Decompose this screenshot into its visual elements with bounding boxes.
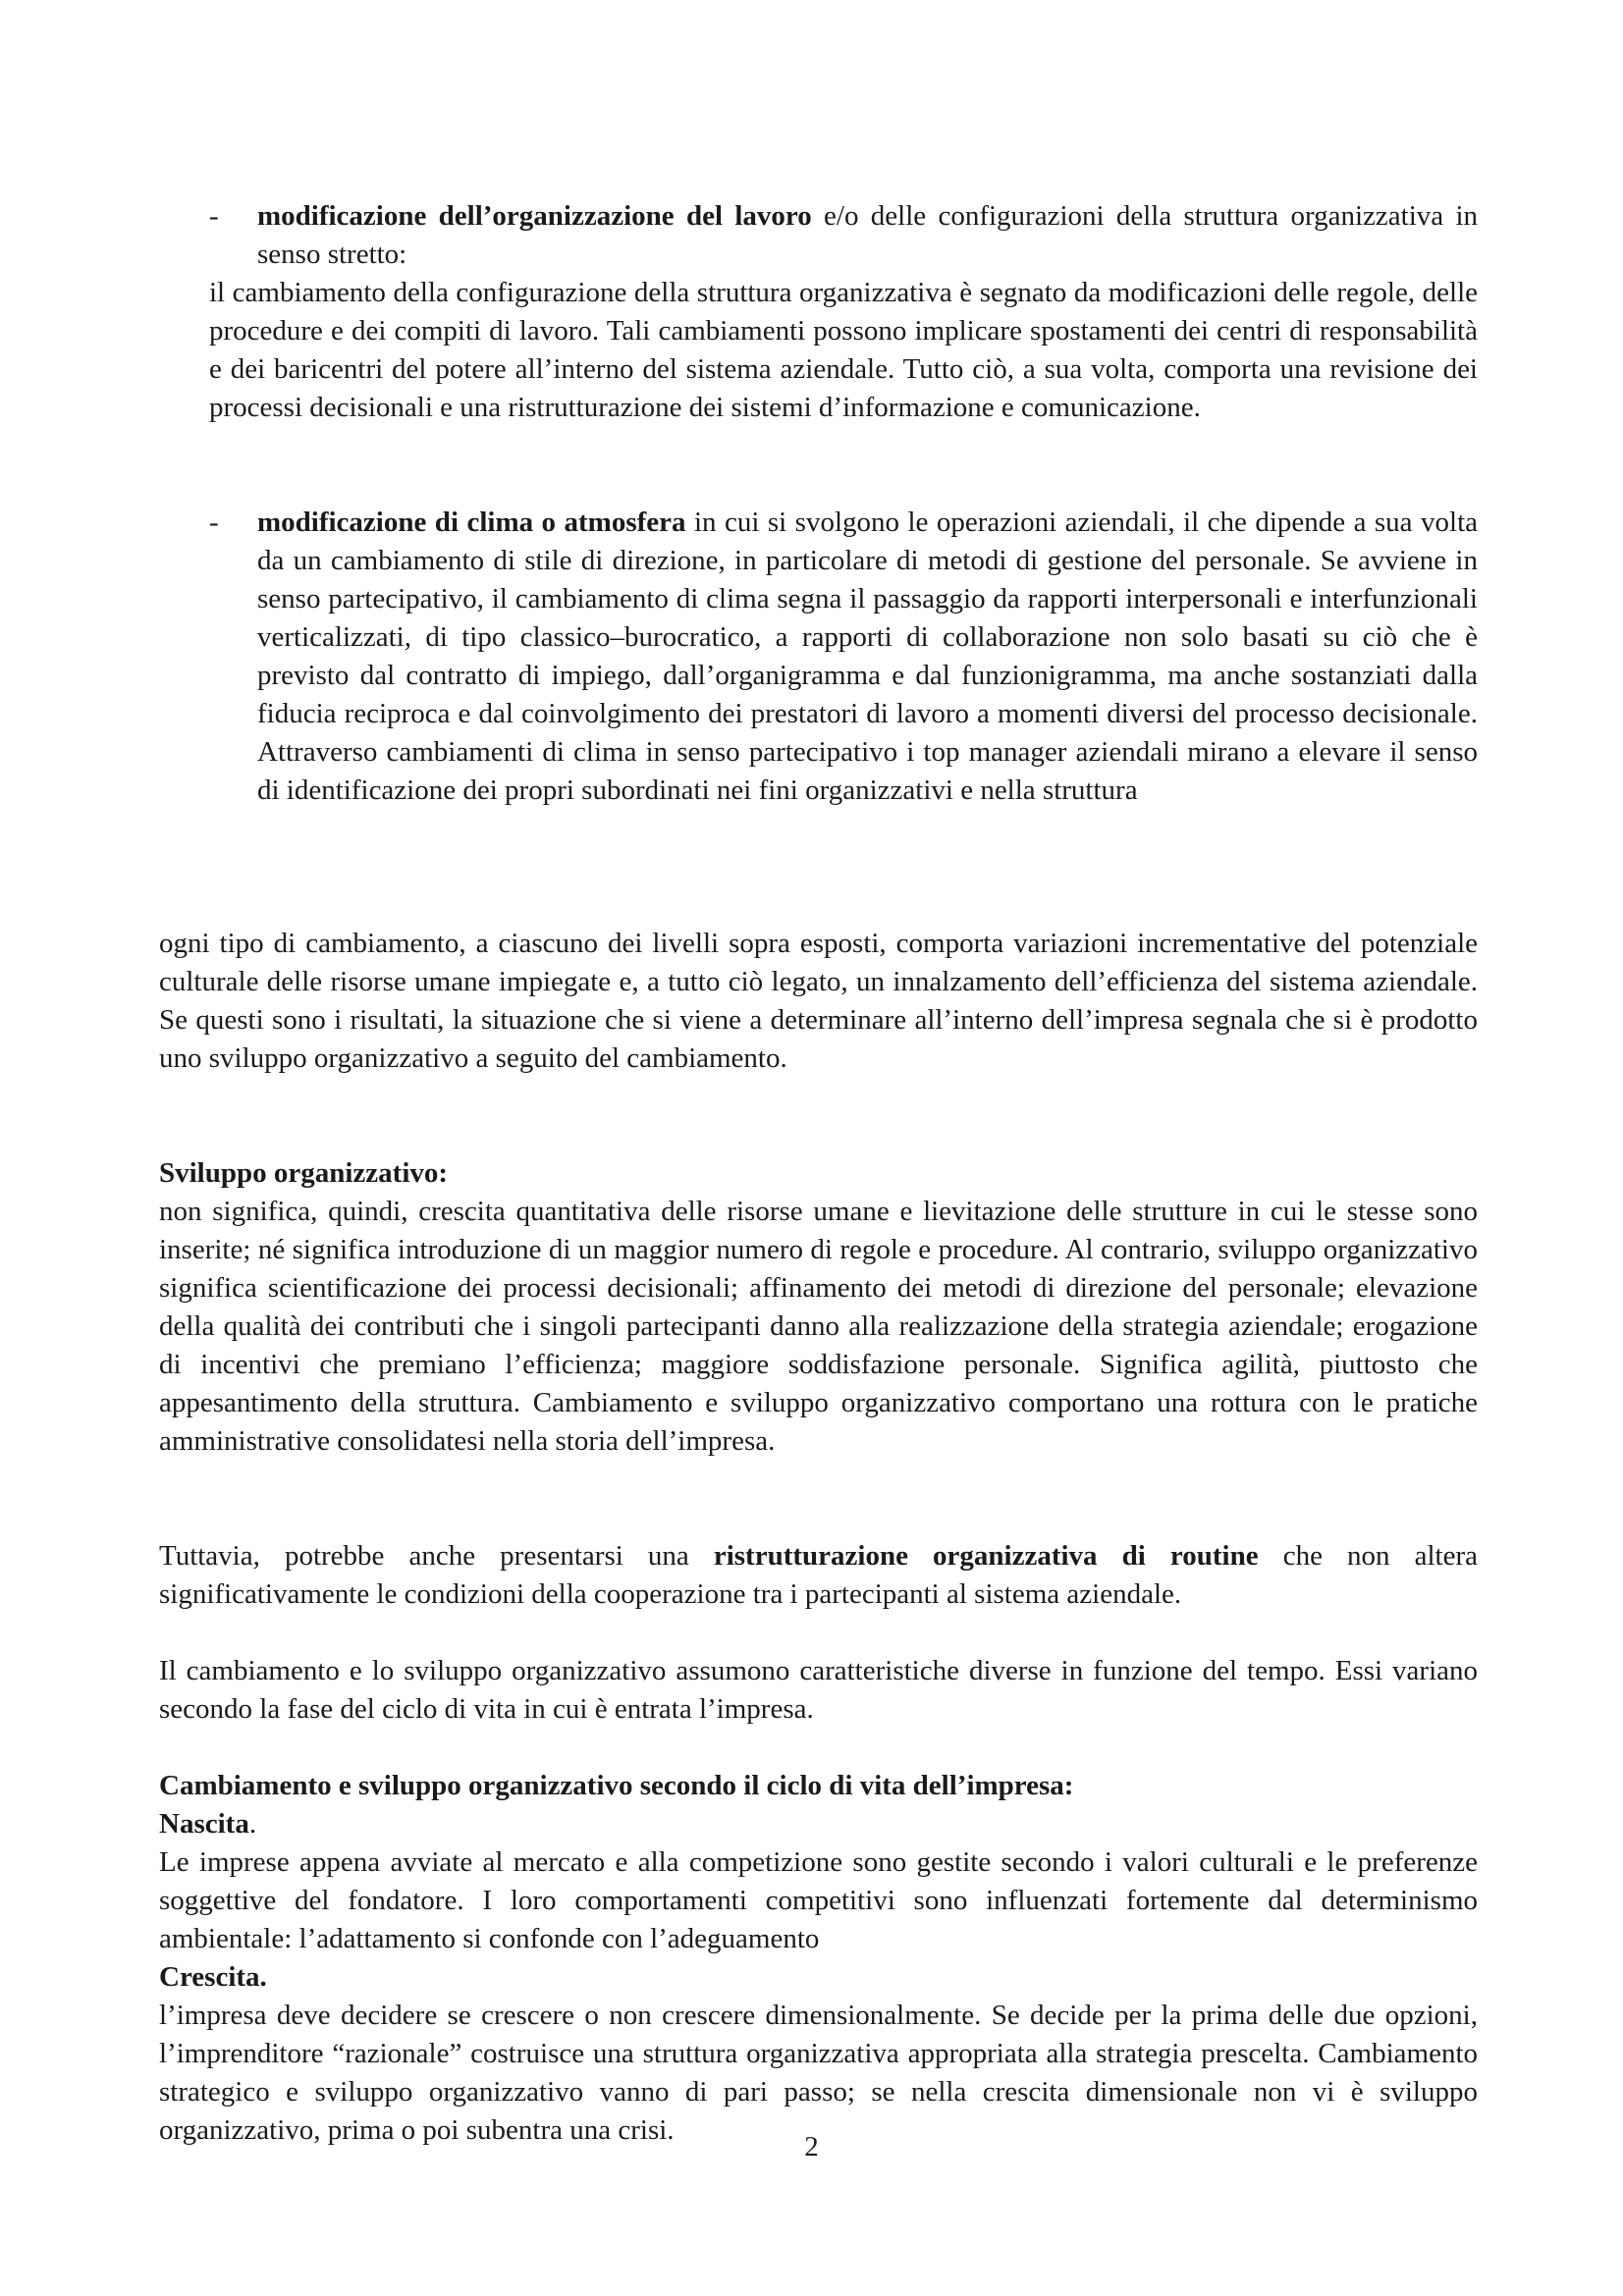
bold-term: modificazione dell’organizzazione del lavoro (257, 200, 812, 232)
subheading-growth: Crescita. (159, 1961, 267, 1993)
bullet-marker: - (209, 200, 219, 232)
paragraph-time: Il cambiamento e lo sviluppo organizzativo assumono caratteristiche diverse in funzione del tempo. Essi variano secondo la fase del ciclo di vita in cui è entrata l’impresa. (159, 1655, 1478, 1725)
heading-development: Sviluppo organizzativo: (159, 1157, 449, 1189)
paragraph-development: non significa, quindi, crescita quantitativa delle risorse umane e lievitazione delle strutture in cui le stesse sono inserite; né significa introduzione di un maggior numero di regole e procedure. Al contrario, sviluppo organizzativo significa scientificazione dei processi decisionali; affinamento dei metodi di direzione del personale; elevazione della qualità dei contributi che i singoli partecipanti danno alla realizzazione della strategia aziendale; erogazione di incentivi che premiano l’efficienza; maggiore soddisfazione personale. Significa agilità, piuttosto che appesantimento della struttura. Cambiamento e sviluppo organizzativo comportano una rottura con le pratiche amministrative consolidatesi nella storia dell’impresa. (159, 1196, 1478, 1457)
subheading-birth: Nascita. (159, 1808, 257, 1840)
paragraph-birth: Le imprese appena avviate al mercato e alla competizione sono gestite secondo i valori culturali e le preferenze soggettive del fondatore. I loro comportamenti competitivi sono influenzati fortemente dal determinismo ambientale: l’adattamento si confonde con l’adeguamento (159, 1846, 1478, 1954)
bullet-marker: - (209, 507, 219, 538)
bullet-climate: modificazione di clima o atmosfera in cui si svolgono le operazioni aziendali, il che dipende a sua volta da un cambiamento di stile di direzione, in particolare di metodi di gestione del personale. Se avviene in senso partecipativo, il cambiamento di clima segna il passaggio da rapporti interpersonali e interfunzionali verticalizzati, di tipo classico–burocratico, a rapporti di collaborazione non solo basati su ciò che è previsto dal contratto di impiego, dall’organigramma e dal funzionigramma, ma anche sostanziati dalla fiducia reciproca e dal coinvolgimento dei prestatori di lavoro a momenti diversi del processo decisionale. Attraverso cambiamenti di clima in senso partecipativo i top manager aziendali mirano a elevare il senso di identificazione dei propri subordinati nei fini organizzativi e nella struttura (257, 507, 1478, 806)
bold-term: modificazione di clima o atmosfera (257, 507, 686, 538)
paragraph-growth: l’impresa deve decidere se crescere o non crescere dimensionalmente. Se decide per la prima delle due opzioni, l’imprenditore “razionale” costruisce una struttura organizzativa appropriata alla strategia prescelta. Cambiamento strategico e sviluppo organizzativo vanno di pari passo; se nella crescita dimensionale non vi è sviluppo organizzativo, prima o poi subentra una crisi. (159, 2000, 1478, 2146)
paragraph-routine: Tuttavia, potrebbe anche presentarsi una ristrutturazione organizzativa di routine che non altera significativamente le condizioni della cooperazione tra i partecipanti al sistema aziendale. (159, 1540, 1478, 1610)
paragraph-change: ogni tipo di cambiamento, a ciascuno dei livelli sopra esposti, comporta variazioni incrementative del potenziale culturale delle risorse umane impiegate e, a tutto ciò legato, un innalzamento dell’efficienza del sistema aziendale. Se questi sono i risultati, la situazione che si viene a determinare all’interno dell’impresa segnala che si è prodotto uno sviluppo organizzativo a seguito del cambiamento. (159, 928, 1478, 1074)
bold-term: ristrutturazione organizzativa di routine (713, 1540, 1259, 1572)
heading-lifecycle: Cambiamento e sviluppo organizzativo secondo il ciclo di vita dell’impresa: (159, 1770, 1074, 1801)
page-number: 2 (804, 2131, 819, 2163)
paragraph-organization-body: il cambiamento della configurazione della struttura organizzativa è segnato da modificazioni delle regole, delle procedure e dei compiti di lavoro. Tali cambiamenti possono implicare spostamenti dei centri di responsabilità e dei baricentri del potere all’interno del sistema aziendale. Tutto ciò, a sua volta, comporta una revisione dei processi decisionali e una ristrutturazione dei sistemi d’informazione e comunicazione. (209, 277, 1478, 423)
bullet-organization-intro: modificazione dell’organizzazione del lavoro e/o delle configurazioni della struttura organizzativa in senso stretto: (257, 200, 1479, 270)
